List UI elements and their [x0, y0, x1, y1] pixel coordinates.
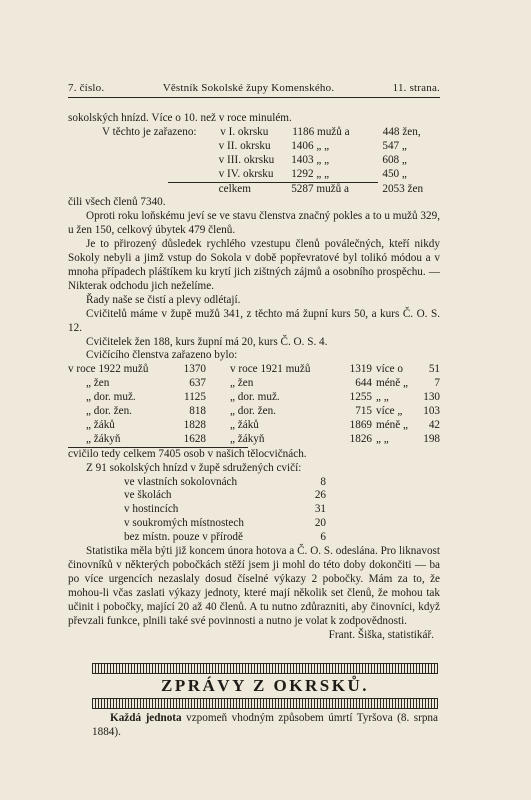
okrsek-row: [68, 168, 440, 182]
banner-ornament-bottom: [92, 698, 438, 709]
okrsky-intro: V těchto je zařazeno:: [102, 125, 197, 138]
list-item: [68, 531, 440, 545]
table-cell: více „: [376, 405, 403, 418]
section-banner: [92, 663, 438, 709]
table-row: [68, 363, 440, 377]
paragraph: Z 91 sokolských hnízd v župě sdružených cvičí:: [86, 461, 302, 474]
table-cell: 818: [189, 405, 206, 418]
okrsek-men: 1292 „ „: [291, 167, 330, 180]
paragraph: Řady naše se čistí a plevy odlétají.: [86, 293, 241, 306]
paragraph: sokolských hnízd. Více o 10. než v roce minulém.: [68, 112, 292, 124]
venue-count: 8: [320, 475, 326, 488]
okrsek-women: 608 „: [382, 153, 407, 166]
page-header: [68, 82, 440, 98]
table-cell: 1628: [183, 432, 206, 445]
paragraph: Cvičitelů máme v župě mužů 341, z těchto má župní kurs 50, a kurs Č. O. S. 12.: [68, 307, 440, 334]
venue-count: 26: [314, 489, 326, 502]
paragraph: Oproti roku loňskému jeví se ve stavu členstva značný pokles a to u mužů 329, u žen 150, celkový úbytek 479 členů.: [68, 210, 440, 237]
section-heading: ZPRÁVY Z OKRSKŮ.: [161, 676, 369, 695]
table-cell: „ „: [376, 391, 389, 404]
list-item: [68, 503, 440, 517]
venue-count: 6: [320, 531, 326, 544]
table-cell: 1828: [183, 418, 206, 431]
table-row: [68, 419, 440, 433]
signature: Frant. Šiška, statistikář.: [328, 628, 434, 641]
table-cell: 7: [434, 377, 440, 390]
venue-label: bez místn. pouze v přírodě: [124, 531, 243, 544]
paragraph: cvičilo tedy celkem 7405 osob v našich tělocvičnách.: [68, 447, 307, 460]
total-women: 2053 žen: [382, 182, 424, 195]
table-cell: „ žen: [230, 377, 254, 390]
venue-label: ve vlastních sokolovnách: [124, 475, 238, 488]
venue-label: v soukromých místnostech: [124, 517, 244, 530]
okrsek-women: 450 „: [382, 167, 407, 180]
okrsek-row: [68, 154, 440, 168]
table-cell: 1319: [349, 363, 372, 376]
journal-title: Věstník Sokolské župy Komenského.: [162, 82, 335, 94]
table-cell: „ dor. muž.: [86, 391, 136, 404]
venue-count: 20: [314, 517, 326, 530]
paragraph: Cvičitelek žen 188, kurs župní má 20, kurs Č. O. S. 4.: [86, 335, 328, 348]
table-cell: „ žákyň: [230, 432, 265, 445]
table-cell: 715: [355, 405, 372, 418]
table-cell: „ žáků: [86, 418, 115, 431]
okrsek-women: 547 „: [382, 139, 407, 152]
total-men: 5287 mužů a: [291, 182, 349, 195]
list-item: [68, 517, 440, 531]
article-body: [68, 112, 440, 642]
table-cell: v roce 1921 mužů: [230, 363, 311, 376]
paragraph: [92, 712, 438, 740]
table-cell: „ žáků: [230, 418, 259, 431]
table-cell: 637: [189, 377, 206, 390]
table-cell: v roce 1922 mužů: [68, 363, 149, 376]
table-cell: méně „: [376, 377, 408, 390]
okrsek-label: v I. okrsku: [220, 125, 269, 138]
okrsek-men: 1406 „ „: [291, 139, 330, 152]
table-cell: „ dor. žen.: [230, 405, 276, 418]
table-cell: 1370: [183, 363, 206, 376]
table-cell: méně „: [376, 418, 408, 431]
okrsky-total-row: [68, 183, 440, 197]
venue-count: 31: [314, 503, 326, 516]
table-cell: „ dor. žen.: [86, 405, 132, 418]
table-cell: „ „: [376, 432, 389, 445]
table-cell: 198: [423, 432, 440, 445]
table-cell: 644: [355, 377, 372, 390]
table-row: [68, 391, 440, 405]
table-cell: „ žen: [86, 377, 110, 390]
table-cell: 1869: [349, 418, 372, 431]
table-cell: 1125: [184, 391, 206, 404]
okrsek-row: [68, 140, 440, 154]
table-cell: 103: [423, 405, 440, 418]
paragraph: Statistika měla býti již koncem února hotova a Č. O. S. odeslána. Pro liknavost činovníků v některých pobočkách stěží jsem ji mohl do této doby dokončiti — ba po více urgencích nezaslaly dosud číselné výkazy 2 pobočky. Mám za to, že mohou-li včas zaslati výkazy jednoty, které mají několik set členů, že mohou tak učinit i pobočky, mající 20 až 40 členů. A tu nutno zdůrazniti, aby činovníci, když převzali funkce, plnili také své povinnosti a nutno je volat k zodpovědnosti.: [68, 545, 440, 627]
table-cell: 51: [428, 363, 440, 376]
list-item: [68, 476, 440, 490]
okrsek-label: v II. okrsku: [218, 139, 271, 152]
table-cell: 42: [428, 418, 440, 431]
emphasis: Každá jednota: [110, 712, 182, 724]
paragraph: Je to přirozený důsledek rychlého vzestupu členů poválečných, kteří nikdy Sokoly nebyli a jimž vstup do Sokola v době popřevratové byl tolikó módou a v mnoha případech pláštíkem ku krytí jich zištných zájmů a osobního prospěchu. — Nikterak odchodu jich neželíme.: [68, 238, 440, 292]
issue-number: 7. číslo.: [68, 82, 105, 94]
okrsek-men: 1186 mužů a: [292, 125, 350, 138]
table-cell: „ dor. muž.: [230, 391, 280, 404]
venue-list: [68, 476, 440, 546]
table-row: [68, 405, 440, 419]
table-cell: 1826: [349, 432, 372, 445]
okrsek-label: v IV. okrsku: [218, 167, 274, 180]
section-text: [92, 712, 438, 740]
paragraph: čili všech členů 7340.: [68, 196, 166, 209]
table-cell: „ žákyň: [86, 432, 121, 445]
banner-ornament-top: [92, 663, 438, 674]
paragraph: Cvičícího členstva zařazeno bylo:: [86, 349, 238, 362]
total-label: celkem: [218, 182, 251, 195]
table-row: [68, 377, 440, 391]
table-cell: více o: [376, 363, 404, 376]
table-row: [68, 433, 440, 447]
list-item: [68, 489, 440, 503]
venue-label: ve školách: [124, 489, 172, 502]
venue-label: v hostincích: [124, 503, 179, 516]
okrsky-intro-row: [68, 126, 440, 140]
table-cell: 130: [423, 391, 440, 404]
okrsek-label: v III. okrsku: [218, 153, 275, 166]
exercise-table: [68, 363, 440, 446]
okrsek-men: 1403 „ „: [291, 153, 330, 166]
paragraph-rest: vzpomeň vhodným způsobem úmrtí Tyršova (8. srpna 1884).: [92, 712, 438, 738]
okrsek-women: 448 žen,: [382, 125, 421, 138]
table-cell: 1255: [349, 391, 372, 404]
page-number: 11. strana.: [392, 82, 440, 94]
